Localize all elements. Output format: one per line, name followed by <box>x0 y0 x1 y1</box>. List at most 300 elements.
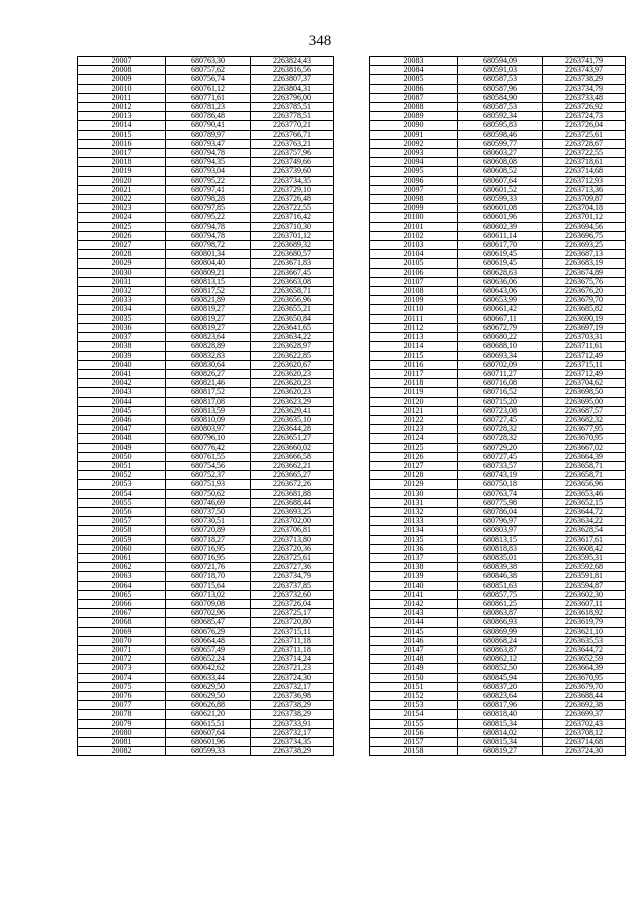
point-number-cell: 20131 <box>370 498 458 507</box>
point-number-cell: 20059 <box>78 535 166 544</box>
table-row <box>78 526 334 535</box>
table-row <box>78 599 334 608</box>
x-coordinate-cell: 680608,08 <box>458 158 543 167</box>
point-number-cell: 20158 <box>370 747 458 756</box>
table-row <box>78 682 334 691</box>
x-coordinate-cell: 680819,27 <box>166 314 251 323</box>
point-number-cell: 20025 <box>78 222 166 231</box>
y-coordinate-cell: 2263687,57 <box>543 406 626 415</box>
x-coordinate-cell: 680619,45 <box>458 250 543 259</box>
x-coordinate-cell: 680754,56 <box>166 461 251 470</box>
point-number-cell: 20019 <box>78 167 166 176</box>
table-row <box>370 618 626 627</box>
point-number-cell: 20079 <box>78 719 166 728</box>
table-row <box>370 342 626 351</box>
point-number-cell: 20080 <box>78 728 166 737</box>
x-coordinate-cell: 680801,34 <box>166 250 251 259</box>
table-row <box>78 590 334 599</box>
x-coordinate-cell: 680642,62 <box>166 664 251 673</box>
y-coordinate-cell: 2263629,41 <box>251 406 334 415</box>
y-coordinate-cell: 2263683,19 <box>543 259 626 268</box>
table-row <box>78 231 334 240</box>
point-number-cell: 20157 <box>370 738 458 747</box>
point-number-cell: 20146 <box>370 636 458 645</box>
y-coordinate-cell: 2263816,56 <box>251 66 334 75</box>
table-row <box>370 259 626 268</box>
table-row <box>370 425 626 434</box>
y-coordinate-cell: 2263715,11 <box>251 627 334 636</box>
point-number-cell: 20124 <box>370 434 458 443</box>
point-number-cell: 20041 <box>78 369 166 378</box>
table-row <box>78 738 334 747</box>
table-row <box>78 222 334 231</box>
y-coordinate-cell: 2263623,29 <box>251 397 334 406</box>
point-number-cell: 20127 <box>370 461 458 470</box>
point-number-cell: 20084 <box>370 66 458 75</box>
y-coordinate-cell: 2263727,36 <box>251 563 334 572</box>
table-row <box>370 452 626 461</box>
table-row <box>370 701 626 710</box>
x-coordinate-cell: 680591,03 <box>458 66 543 75</box>
y-coordinate-cell: 2263708,12 <box>543 728 626 737</box>
y-coordinate-cell: 2263733,91 <box>251 719 334 728</box>
y-coordinate-cell: 2263711,61 <box>543 342 626 351</box>
x-coordinate-cell: 680728,32 <box>458 434 543 443</box>
x-coordinate-cell: 680797,41 <box>166 185 251 194</box>
y-coordinate-cell: 2263618,92 <box>543 609 626 618</box>
point-number-cell: 20109 <box>370 296 458 305</box>
point-number-cell: 20064 <box>78 581 166 590</box>
point-number-cell: 20049 <box>78 443 166 452</box>
point-number-cell: 20023 <box>78 204 166 213</box>
point-number-cell: 20154 <box>370 710 458 719</box>
y-coordinate-cell: 2263734,35 <box>251 738 334 747</box>
x-coordinate-cell: 680713,02 <box>166 590 251 599</box>
y-coordinate-cell: 2263726,04 <box>251 599 334 608</box>
y-coordinate-cell: 2263724,30 <box>543 747 626 756</box>
x-coordinate-cell: 680716,95 <box>166 553 251 562</box>
x-coordinate-cell: 680601,96 <box>166 738 251 747</box>
y-coordinate-cell: 2263635,53 <box>543 636 626 645</box>
x-coordinate-cell: 680797,85 <box>166 204 251 213</box>
x-coordinate-cell: 680821,89 <box>166 296 251 305</box>
table-row <box>370 149 626 158</box>
point-number-cell: 20102 <box>370 231 458 240</box>
table-row <box>370 231 626 240</box>
y-coordinate-cell: 2263738,29 <box>543 75 626 84</box>
y-coordinate-cell: 2263726,48 <box>251 195 334 204</box>
x-coordinate-cell: 680729,20 <box>458 443 543 452</box>
y-coordinate-cell: 2263722,55 <box>251 204 334 213</box>
y-coordinate-cell: 2263620,23 <box>251 388 334 397</box>
x-coordinate-cell: 680846,38 <box>458 572 543 581</box>
point-number-cell: 20087 <box>370 93 458 102</box>
table-row <box>78 333 334 342</box>
table-row <box>78 563 334 572</box>
table-row <box>370 563 626 572</box>
table-row <box>78 415 334 424</box>
point-number-cell: 20119 <box>370 388 458 397</box>
point-number-cell: 20008 <box>78 66 166 75</box>
point-number-cell: 20048 <box>78 434 166 443</box>
y-coordinate-cell: 2263656,96 <box>543 480 626 489</box>
table-row <box>370 379 626 388</box>
point-number-cell: 20094 <box>370 158 458 167</box>
y-coordinate-cell: 2263619,79 <box>543 618 626 627</box>
point-number-cell: 20125 <box>370 443 458 452</box>
x-coordinate-cell: 680813,15 <box>166 277 251 286</box>
table-row <box>370 176 626 185</box>
y-coordinate-cell: 2263757,96 <box>251 149 334 158</box>
table-row <box>370 507 626 516</box>
point-number-cell: 20088 <box>370 103 458 112</box>
table-row <box>370 553 626 562</box>
x-coordinate-cell: 680715,64 <box>166 581 251 590</box>
y-coordinate-cell: 2263785,51 <box>251 103 334 112</box>
x-coordinate-cell: 680676,29 <box>166 627 251 636</box>
x-coordinate-cell: 680819,27 <box>458 747 543 756</box>
table-row <box>78 360 334 369</box>
point-number-cell: 20095 <box>370 167 458 176</box>
point-number-cell: 20054 <box>78 489 166 498</box>
x-coordinate-cell: 680702,09 <box>458 360 543 369</box>
x-coordinate-cell: 680720,89 <box>166 526 251 535</box>
y-coordinate-cell: 2263679,70 <box>543 682 626 691</box>
table-row <box>370 75 626 84</box>
x-coordinate-cell: 680664,48 <box>166 636 251 645</box>
point-number-cell: 20098 <box>370 195 458 204</box>
table-row <box>370 103 626 112</box>
point-number-cell: 20029 <box>78 259 166 268</box>
table-row <box>78 103 334 112</box>
table-row <box>370 415 626 424</box>
y-coordinate-cell: 2263778,51 <box>251 112 334 121</box>
y-coordinate-cell: 2263679,70 <box>543 296 626 305</box>
table-row <box>78 581 334 590</box>
point-number-cell: 20078 <box>78 710 166 719</box>
x-coordinate-cell: 680598,46 <box>458 130 543 139</box>
point-number-cell: 20135 <box>370 535 458 544</box>
x-coordinate-cell: 680615,51 <box>166 719 251 728</box>
point-number-cell: 20050 <box>78 452 166 461</box>
point-number-cell: 20086 <box>370 84 458 93</box>
point-number-cell: 20066 <box>78 599 166 608</box>
x-coordinate-cell: 680798,72 <box>166 241 251 250</box>
x-coordinate-cell: 680628,63 <box>458 268 543 277</box>
x-coordinate-cell: 680781,23 <box>166 103 251 112</box>
y-coordinate-cell: 2263652,15 <box>543 498 626 507</box>
x-coordinate-cell: 680636,06 <box>458 277 543 286</box>
table-row <box>370 222 626 231</box>
table-row <box>370 738 626 747</box>
y-coordinate-cell: 2263697,19 <box>543 323 626 332</box>
y-coordinate-cell: 2263741,79 <box>543 57 626 66</box>
x-coordinate-cell: 680798,28 <box>166 195 251 204</box>
table-row <box>78 461 334 470</box>
table-row <box>78 195 334 204</box>
y-coordinate-cell: 2263694,56 <box>543 222 626 231</box>
x-coordinate-cell: 680763,74 <box>458 489 543 498</box>
table-row <box>370 461 626 470</box>
table-row <box>78 388 334 397</box>
table-row <box>370 710 626 719</box>
y-coordinate-cell: 2263658,71 <box>543 461 626 470</box>
point-number-cell: 20126 <box>370 452 458 461</box>
table-row <box>370 213 626 222</box>
x-coordinate-cell: 680857,75 <box>458 590 543 599</box>
table-row <box>370 323 626 332</box>
point-number-cell: 20031 <box>78 277 166 286</box>
table-row <box>370 664 626 673</box>
y-coordinate-cell: 2263713,36 <box>543 185 626 194</box>
y-coordinate-cell: 2263732,17 <box>251 728 334 737</box>
point-number-cell: 20076 <box>78 692 166 701</box>
x-coordinate-cell: 680633,44 <box>166 673 251 682</box>
x-coordinate-cell: 680611,14 <box>458 231 543 240</box>
point-number-cell: 20089 <box>370 112 458 121</box>
y-coordinate-cell: 2263702,00 <box>251 517 334 526</box>
y-coordinate-cell: 2263692,38 <box>543 701 626 710</box>
table-row <box>78 728 334 737</box>
y-coordinate-cell: 2263628,97 <box>251 342 334 351</box>
x-coordinate-cell: 680709,08 <box>166 599 251 608</box>
table-row <box>370 535 626 544</box>
point-number-cell: 20047 <box>78 425 166 434</box>
table-row <box>78 719 334 728</box>
x-coordinate-cell: 680852,50 <box>458 664 543 673</box>
page-number: 348 <box>308 33 332 49</box>
point-number-cell: 20123 <box>370 425 458 434</box>
y-coordinate-cell: 2263739,60 <box>251 167 334 176</box>
table-row <box>78 471 334 480</box>
y-coordinate-cell: 2263658,71 <box>251 287 334 296</box>
x-coordinate-cell: 680626,88 <box>166 701 251 710</box>
x-coordinate-cell: 680771,61 <box>166 93 251 102</box>
table-row <box>78 213 334 222</box>
point-number-cell: 20018 <box>78 158 166 167</box>
x-coordinate-cell: 680819,27 <box>166 323 251 332</box>
table-row <box>78 250 334 259</box>
table-row <box>78 747 334 756</box>
y-coordinate-cell: 2263706,81 <box>251 526 334 535</box>
point-number-cell: 20121 <box>370 406 458 415</box>
point-number-cell: 20147 <box>370 646 458 655</box>
y-coordinate-cell: 2263634,22 <box>251 333 334 342</box>
point-number-cell: 20117 <box>370 369 458 378</box>
y-coordinate-cell: 2263677,95 <box>543 425 626 434</box>
table-row <box>78 241 334 250</box>
y-coordinate-cell: 2263722,55 <box>543 149 626 158</box>
y-coordinate-cell: 2263664,39 <box>543 452 626 461</box>
x-coordinate-cell: 680776,42 <box>166 443 251 452</box>
table-row <box>78 139 334 148</box>
y-coordinate-cell: 2263734,35 <box>251 176 334 185</box>
x-coordinate-cell: 680680,22 <box>458 333 543 342</box>
x-coordinate-cell: 680786,48 <box>166 112 251 121</box>
point-number-cell: 20136 <box>370 544 458 553</box>
table-row <box>370 655 626 664</box>
point-number-cell: 20118 <box>370 379 458 388</box>
x-coordinate-cell: 680594,09 <box>458 57 543 66</box>
point-number-cell: 20022 <box>78 195 166 204</box>
table-row <box>370 673 626 682</box>
y-coordinate-cell: 2263714,68 <box>543 167 626 176</box>
y-coordinate-cell: 2263807,37 <box>251 75 334 84</box>
point-number-cell: 20032 <box>78 287 166 296</box>
point-number-cell: 20129 <box>370 480 458 489</box>
y-coordinate-cell: 2263644,28 <box>251 425 334 434</box>
point-number-cell: 20144 <box>370 618 458 627</box>
table-row <box>370 369 626 378</box>
y-coordinate-cell: 2263652,59 <box>543 655 626 664</box>
y-coordinate-cell: 2263701,12 <box>543 213 626 222</box>
y-coordinate-cell: 2263620,23 <box>251 369 334 378</box>
y-coordinate-cell: 2263712,93 <box>543 176 626 185</box>
y-coordinate-cell: 2263743,97 <box>543 66 626 75</box>
point-number-cell: 20007 <box>78 57 166 66</box>
x-coordinate-cell: 680839,38 <box>458 563 543 572</box>
table-row <box>78 636 334 645</box>
table-row <box>78 655 334 664</box>
y-coordinate-cell: 2263710,30 <box>251 222 334 231</box>
point-number-cell: 20128 <box>370 471 458 480</box>
point-number-cell: 20149 <box>370 664 458 673</box>
x-coordinate-cell: 680790,41 <box>166 121 251 130</box>
table-row <box>370 250 626 259</box>
point-number-cell: 20139 <box>370 572 458 581</box>
y-coordinate-cell: 2263651,27 <box>251 434 334 443</box>
coordinates-table-right <box>369 56 626 756</box>
y-coordinate-cell: 2263712,49 <box>543 351 626 360</box>
x-coordinate-cell: 680657,49 <box>166 646 251 655</box>
x-coordinate-cell: 680643,06 <box>458 287 543 296</box>
x-coordinate-cell: 680818,40 <box>458 710 543 719</box>
point-number-cell: 20115 <box>370 351 458 360</box>
x-coordinate-cell: 680821,46 <box>166 379 251 388</box>
table-row <box>78 296 334 305</box>
table-row <box>78 544 334 553</box>
x-coordinate-cell: 680715,20 <box>458 397 543 406</box>
y-coordinate-cell: 2263714,68 <box>543 738 626 747</box>
table-row <box>78 323 334 332</box>
x-coordinate-cell: 680737,50 <box>166 507 251 516</box>
x-coordinate-cell: 680667,11 <box>458 314 543 323</box>
point-number-cell: 20155 <box>370 719 458 728</box>
table-row <box>78 93 334 102</box>
point-number-cell: 20009 <box>78 75 166 84</box>
y-coordinate-cell: 2263770,21 <box>251 121 334 130</box>
x-coordinate-cell: 680823,64 <box>166 333 251 342</box>
point-number-cell: 20035 <box>78 314 166 323</box>
point-number-cell: 20105 <box>370 259 458 268</box>
x-coordinate-cell: 680750,62 <box>166 489 251 498</box>
point-number-cell: 20114 <box>370 342 458 351</box>
table-row <box>370 195 626 204</box>
x-coordinate-cell: 680617,70 <box>458 241 543 250</box>
y-coordinate-cell: 2263650,84 <box>251 314 334 323</box>
point-number-cell: 20150 <box>370 673 458 682</box>
x-coordinate-cell: 680653,99 <box>458 296 543 305</box>
y-coordinate-cell: 2263702,43 <box>543 719 626 728</box>
y-coordinate-cell: 2263592,68 <box>543 563 626 572</box>
x-coordinate-cell: 680823,64 <box>458 692 543 701</box>
y-coordinate-cell: 2263724,30 <box>251 673 334 682</box>
x-coordinate-cell: 680863,87 <box>458 646 543 655</box>
point-number-cell: 20069 <box>78 627 166 636</box>
point-number-cell: 20132 <box>370 507 458 516</box>
x-coordinate-cell: 680723,08 <box>458 406 543 415</box>
point-number-cell: 20074 <box>78 673 166 682</box>
point-number-cell: 20060 <box>78 544 166 553</box>
point-number-cell: 20141 <box>370 590 458 599</box>
table-row <box>78 185 334 194</box>
y-coordinate-cell: 2263718,61 <box>543 158 626 167</box>
x-coordinate-cell: 680794,78 <box>166 149 251 158</box>
x-coordinate-cell: 680845,94 <box>458 673 543 682</box>
table-row <box>78 397 334 406</box>
x-coordinate-cell: 680809,21 <box>166 268 251 277</box>
table-row <box>78 701 334 710</box>
table-row <box>370 314 626 323</box>
y-coordinate-cell: 2263715,11 <box>543 360 626 369</box>
y-coordinate-cell: 2263660,02 <box>251 443 334 452</box>
table-row <box>78 268 334 277</box>
x-coordinate-cell: 680815,34 <box>458 719 543 728</box>
point-number-cell: 20100 <box>370 213 458 222</box>
y-coordinate-cell: 2263620,23 <box>251 379 334 388</box>
point-number-cell: 20010 <box>78 84 166 93</box>
table-row <box>78 130 334 139</box>
table-row <box>370 489 626 498</box>
point-number-cell: 20116 <box>370 360 458 369</box>
y-coordinate-cell: 2263685,82 <box>543 305 626 314</box>
y-coordinate-cell: 2263662,21 <box>251 461 334 470</box>
x-coordinate-cell: 680819,27 <box>166 305 251 314</box>
x-coordinate-cell: 680587,53 <box>458 75 543 84</box>
table-row <box>370 305 626 314</box>
table-row <box>370 590 626 599</box>
y-coordinate-cell: 2263824,43 <box>251 57 334 66</box>
table-row <box>78 259 334 268</box>
x-coordinate-cell: 680826,27 <box>166 369 251 378</box>
y-coordinate-cell: 2263736,98 <box>251 692 334 701</box>
table-row <box>370 167 626 176</box>
table-row <box>370 360 626 369</box>
x-coordinate-cell: 680795,22 <box>166 176 251 185</box>
point-number-cell: 20133 <box>370 517 458 526</box>
x-coordinate-cell: 680817,52 <box>166 388 251 397</box>
table-row <box>78 167 334 176</box>
y-coordinate-cell: 2263607,11 <box>543 599 626 608</box>
y-coordinate-cell: 2263690,19 <box>543 314 626 323</box>
point-number-cell: 20082 <box>78 747 166 756</box>
point-number-cell: 20111 <box>370 314 458 323</box>
point-number-cell: 20040 <box>78 360 166 369</box>
x-coordinate-cell: 680661,42 <box>458 305 543 314</box>
y-coordinate-cell: 2263608,42 <box>543 544 626 553</box>
x-coordinate-cell: 680608,52 <box>458 167 543 176</box>
table-row <box>370 112 626 121</box>
y-coordinate-cell: 2263628,54 <box>543 526 626 535</box>
x-coordinate-cell: 680810,09 <box>166 415 251 424</box>
y-coordinate-cell: 2263726,04 <box>543 121 626 130</box>
table-row <box>78 369 334 378</box>
y-coordinate-cell: 2263734,79 <box>251 572 334 581</box>
x-coordinate-cell: 680721,76 <box>166 563 251 572</box>
x-coordinate-cell: 680601,52 <box>458 185 543 194</box>
y-coordinate-cell: 2263670,95 <box>543 434 626 443</box>
point-number-cell: 20013 <box>78 112 166 121</box>
